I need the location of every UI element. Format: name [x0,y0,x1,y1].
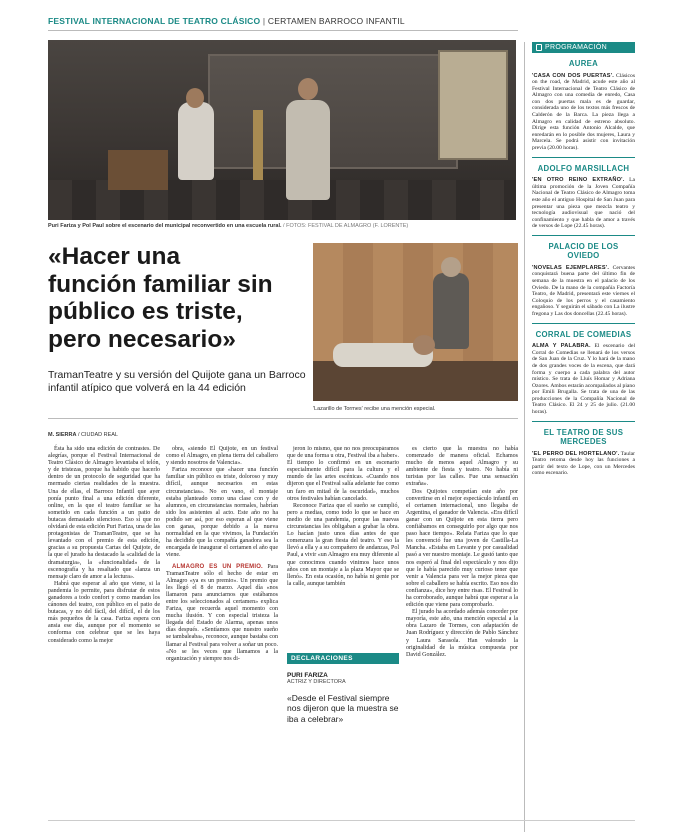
main-photo [48,40,516,220]
byline [48,418,518,438]
section-title: FESTIVAL INTERNACIONAL DE TEATRO CLÁSICO [48,16,261,26]
author-name: M. SIERRA [48,432,77,438]
event-text: El escenario del Corral de Comedias se llenará de los versos de San Juan de la Cruz. Y lo hará de la mano de dos grandes voces de la escena, que dará forma y cuerpo a cada palabra del autor místico. Se trata de Lluís Homar y Adriana Ozores. Ambos estarán acompañados al piano por Emili Brugalla. Se trata de una de las producciones de la Compañía Nacional de Teatro Clásico. El 24 y 25 de julio. (21.00 horas). [532,343,635,416]
programacion-sidebar [532,42,635,477]
declaraciones-label: DECLARACIONES [287,653,399,664]
header-separator: | [260,16,268,26]
sidebar-rule [532,323,635,324]
event-text: Cervantes conquistará buena parte del último fin de semana de la muestra en el palacio de los Oviedo. De la mano de la compañía Factoría Teatro, de Madrid, presentará este viernes el Coloquio de los perros y el casamiento engañoso. Y seguirán el sábado con La ilustre fregona y Las dos doncellas (22.45 horas). [532,264,636,318]
actress-head [186,88,204,108]
event-text: La última promoción de la Joven Compañía Nacional de Teatro Clásico de Almagro toma este año el antiguo Hospital de San Juan para presentar una pieza que mezcla teatro y tecnología audiovisual que nació del confinamiento y que habla de amor a través de versos de Lope (22.45 horas). [532,177,635,230]
paragraph-text: Para TramanTeatre sólo el hecho de estar en Almagro «ya es un premio». Un premio que les llegó el 8 de marzo. Aquel día «nos llamaron para anunciarnos que estábamos entre los seleccionados al certamen» explica Fariza, que recuerda aquel momento con mucha ilusión. Y con especial tristeza la llegada del Estado de Alarma, apenas unos días después. «Sentíamos que nuestro sueño se tambaleaba», reconoce, aunque bastaba con llamar al Festival para volver a soñar un poco. «No se les veces que llamamos a la organización y siempre nos di- [166,563,278,662]
actor-figure [286,100,330,200]
event-description [532,451,635,477]
event-title: 'NOVELAS EJEMPLARES'. [532,264,610,271]
page-bottom-rule [48,820,635,821]
header-rule [48,30,518,31]
subheadline: TramanTeatre y su versión del Quijote gana un Barroco infantil atípico que volverá en la 44 edición [48,369,306,394]
standing-figure-head [441,257,461,277]
headline: «Hacer una función familiar sin público es triste, pero necesario» [48,243,273,353]
stage-shape [313,361,518,401]
event-title: 'EL PERRO DEL HORTELANO'. [532,450,620,457]
quote-box [287,653,399,724]
article-column-4 [406,446,518,659]
secondary-photo-caption: 'Lazarillo de Tormes' recibe una mención especial. [313,406,436,412]
paragraph: obra, «siendo El Quijote, en un festival como el Almagro, en plena tierra del caballero y siendo nosotros de Valencia». [166,446,278,467]
paragraph: jeron lo mismo, que no nos preocupáramos que de una forma u otra, Festival iba a haber». El tiempo lo confirmó en un escenario especialmente difícil para la cultura y el mundo de las artes escénicas. «Cuando nos dijeron que el Festival salía adelante fue como un faro en mitad de la oscuridad», muchos otros festivales habían cancelado. [287,446,399,502]
pull-quote: «Desde el Festival siempre nos dijeron que la muestra se iba a celebrar» [287,693,399,724]
paragraph: Habrá que esperar al año que viene, si la pandemia lo permite, para disfrutar de estos ganadores a todo confort y como mandan los cánones del teatro, con público en el patio de butacas, y no del fácil, del difícil, el de los más pequeños de la casa. Fariza espera con ansia ese día, aunque por el momento se conforma con celebrar que se les haya considerado como la mejor [48,580,160,644]
lead-in: ALMAGRO ES UN PREMIO. [172,563,263,570]
venue-name: AUREA [568,59,599,68]
paragraph: Reconoce Fariza que el sueño se cumplió, pero a medias, como todo lo que se hace en medio de una pandemia, porque las nuevas circunstancias les obligaban a grabar la obra. Lo hacían justo unos días antes de que comenzara la gran fiesta del teatro. Y eso la llevó a ella y a su compañero de andanzas, Pol Paul, a vivir «un Almagro era muy diferente al que conocimos cuando vinimos hace unos años con un montaje a la plaza Mayor que se llenó». En esta ocasión, no había ni gente por la calle, aunque también [287,502,399,587]
standing-figure [433,273,469,349]
event-description [532,177,635,230]
sidebar-rule [532,421,635,422]
paragraph: es cierto que la muestra no había comenzado de manera oficial. Echamos mucho de menos aquel Almagro y su ambiente de fiesta y teatro. No había ni turistas por las calles. Fue una sensación extraña». [406,446,518,488]
sidebar-rule [532,157,635,158]
venue-name: PALACIO DE LOS OVIEDO [548,241,619,261]
article-column-1 [48,446,160,645]
theatre-icon [536,44,542,51]
event-text: Taular Teatro retoma desde hoy las funciones a partir del texto de Lope, con un Mercedes como escenario. [532,450,635,477]
event-description [532,343,635,416]
caption-text: Puri Fariza y Pol Paul sobre el escenario del municipal reconvertido en una escuela rural. [48,223,282,229]
quote-speaker: PURI FARIZA [287,672,328,679]
event-description [532,73,635,152]
quote-speaker-role: ACTRIZ Y DIRECTORA [287,679,346,685]
paragraph: Ésta ha sido una edición de contrastes. De alegrías, porque el Festival Internacional de Teatro Clásico de Almagro levantaba el telón, y de tristezas, porque ha habido que hacerlo dentro de un protocolo de seguridad que ha mermado ciertas realidades de la muestra. Una de ellas, el Barroco Infantil que ayer ponía punto final a una edición diferente, online, en la que el teatro familiar se ha sometido en cada función a un patio de butacas demasiado silencioso. Eso sí que no olvidará de esta edición Puri Fariza, una de las protagonistas de TramanTeatre, que se ha levantado con el premio de esta edición, gracias a su propuesta Cartas del Quijote, de la que el jurado ha destacado la «calidad de la dramaturgia», la «funcionalidad» de la escenografía y ha resaltado que «lanza un mensaje claro de amor a la lectura». [48,446,160,580]
event-title: 'CASA CON DOS PUERTAS'. [532,72,614,79]
event-title: 'EN OTRO REINO EXTRAÑO'. [532,177,625,184]
sidebar-header [532,42,635,53]
secondary-photo [313,243,518,401]
article-column-2 [166,446,278,663]
venue-name: CORRAL DE COMEDIAS [535,329,632,339]
main-photo-caption [48,223,518,229]
byline-place: / CIUDAD REAL [76,432,118,438]
actress-figure [178,102,214,180]
article-column-3 [287,446,399,646]
sidebar-divider [524,42,525,832]
chalkboard-shape [208,54,458,169]
actor-head [298,78,318,100]
broom-shape [253,110,263,180]
venue-name: ADOLFO MARSILLACH [537,163,630,173]
paragraph: El jurado ha acordado además conceder por mayoría, este año, una mención especial a la obra Lazaro de Tormes, con adaptación de Juan Rodríguez y dirección de Pablo Sánchez y Laura Sarasola. Han valorado la originalidad de la música compuesta por David González. [406,609,518,658]
sidebar-title: PROGRAMACIÓN [545,44,607,51]
lying-figure-head [413,335,435,355]
section-header [48,16,568,30]
event-title: ALMA Y PALABRA. [532,343,591,350]
section-subtitle: CERTAMEN BARROCO INFANTIL [267,16,405,26]
sidebar-rule [532,235,635,236]
venue-name: EL TEATRO DE SUS MERCEDES [543,427,624,447]
paragraph: Fariza reconoce que «hacer una función familiar sin público es triste, doloroso y muy difícil, aunque necesarios en estas circunstancias». No en vano, el montaje estaba planteado como una clase con y de alumnos, en circunstancias normales, habrían sido los asistentes al acto. Este año no ha podido ser así, por eso esperan al que viene con ganas, porque debido a la nueva normalidad en la que vivimos, la Fundación ha decidido que la compañía ganadora sea la encargada de inaugurar el certamen el año que viene. [166,467,278,559]
event-text: Clásicos on the road, de Madrid, acude este año al Festival Internacional de Teatro Clásico de Almagro con una comedia de enredo, Casa con dos puertas mala es de guardar, considerada uno de los textos más frescos de Calderón de la Barca. La pieza llega a Almagro en calidad de estreno absoluto. Dirige esta función Antonio Alcalde, que enredarán en lo posible dos mujeres, Laura y Marcela. Se podrá asistir con invitación previa (20.00 horas). [532,72,636,152]
wall-chart-shape [438,50,508,160]
photo-credit: / FOTOS: FESTIVAL DE ALMAGRO (F. LORENTE) [281,223,409,229]
desk-shape [108,150,168,190]
event-description [532,265,635,318]
paragraph [166,564,278,663]
paragraph: Dos Quijotes competían este año por convertirse en el mejor espectáculo infantil en el certamen internacional, uno llegaba de Argentina, el ganador de Valencia. «Era difícil ganar con un Quijote en esta tierra pero confiábamos en conseguirlo por algo que nos paso hace tiempo». Relata Fariza que lo que les convenció fue una joven de Castilla-La Mancha. «Estaba en Levante y por casualidad pasó a ver nuestro montaje. Le gustó tanto que nos esperó al final del espectáculo y nos dijo que le había parecido muy curioso tener que venir a Valencia para ver la mejor pieza que sobre el caballero se había escrito. Eso nos dio confianza», dice hoy entre risas. El Festival lo ha corroborado, aunque habrá que esperar a la edición que viene para comprobarlo. [406,488,518,609]
